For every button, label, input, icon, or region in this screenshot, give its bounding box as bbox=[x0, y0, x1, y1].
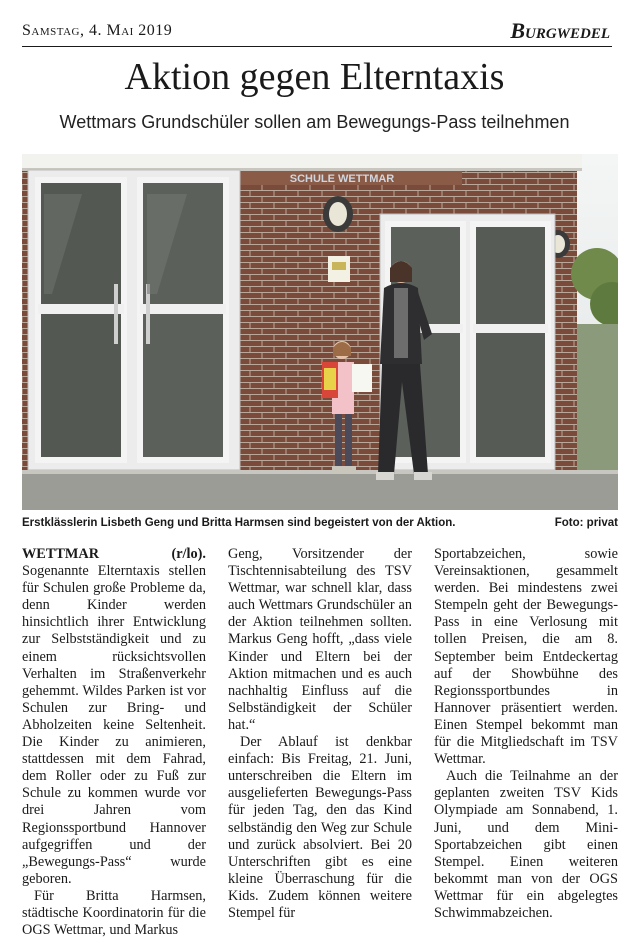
column-1 bbox=[22, 546, 206, 939]
paragraph: Geng, Vorsitzender der Tischtennisabteilung des TSV Wettmar, war schnell klar, dass auch Wettmars Grundschüler an der Aktion teilnehmen sollten. Markus Geng hofft, „dass viele Kinder und Eltern bei der Aktion mitmachen und es auch nachhaltig Einfluss auf die Selbständigkeit der Schüler hat.“ bbox=[228, 546, 412, 733]
column-3 bbox=[434, 546, 618, 922]
caption-text: Erstklässlerin Lisbeth Geng und Britta Harmsen sind begeistert von der Aktion. bbox=[22, 517, 456, 529]
paragraph bbox=[22, 546, 206, 888]
paragraph-text: Sogenannte Elterntaxis stellen für Schulen große Probleme da, denn Kinder werden hinsichtlich ihrer Entwicklung zur Selbstständigkeit und zu einem rücksichtsvollen Verhalten im Straßenverkehr gehemmt. Wildes Parken ist vor Schulen zur Bring- und Abholzeiten keine Seltenheit. Die Kinder zu animieren, stattdessen mit dem Fahrad, dem Roller oder zu Fuß zur Schule zu kommen wurde vor drei Jahren vom Regionssportbund Hannover aufgegriffen und der „Bewegungs-Pass“ wurde geboren. bbox=[22, 563, 206, 887]
section-title: Burgwedel bbox=[510, 18, 610, 43]
subheadline: Wettmars Grundschüler sollen am Bewegungs-Pass teilnehmen bbox=[59, 112, 570, 132]
school-sign: SCHULE WETTMAR bbox=[289, 173, 395, 185]
header-rule bbox=[22, 46, 612, 47]
paragraph: Der Ablauf ist denkbar einfach: Bis Freitag, 21. Juni, unterschreiben die Eltern im ausgelieferten Bewegungs-Pass für jeden Tag, den das Kind selbständig den Weg zur Schule und zurück absolviert. Bei 20 Unterschriften gibt es eine kleine Überraschung für die Kids. Zudem können weitere Stempel für bbox=[228, 734, 412, 921]
photo-caption bbox=[22, 517, 618, 533]
dateline: WETTMAR (r/lo). bbox=[22, 546, 206, 562]
column-2 bbox=[228, 546, 412, 922]
article-body bbox=[22, 546, 618, 939]
newspaper-header bbox=[22, 18, 612, 48]
paragraph: Für Britta Harmsen, städtische Koordinatorin für die OGS Wettmar, und Markus bbox=[22, 887, 206, 939]
headline: Aktion gegen Elterntaxis bbox=[124, 56, 505, 98]
paragraph: Sportabzeichen, sowie Vereinsaktionen, gesammelt werden. Bei mindestens zwei Stempeln geht der Bewegungs-Pass in eine Verlosung mit tollen Preisen, die am 8. September beim Entdeckertag auf der Showbühne des Regionssportbundes in Hannover präsentiert werden. Einen Stempel bekommt man für die Mitgliedschaft im TSV Wettmar. bbox=[434, 546, 618, 768]
article-photo bbox=[22, 154, 618, 510]
paragraph: Auch die Teilnahme an der geplanten zweiten TSV Kids Olympiade am Sonnabend, 1. Juni, und dem Mini-Sportabzeichen gibt einen Stempel. Einen weiteren bekommt man von der OGS Wettmar für ein abgelegtes Schwimmabzeichen. bbox=[434, 768, 618, 921]
issue-date: Samstag, 4. Mai 2019 bbox=[22, 22, 173, 39]
photo-credit: Foto: privat bbox=[554, 517, 618, 529]
